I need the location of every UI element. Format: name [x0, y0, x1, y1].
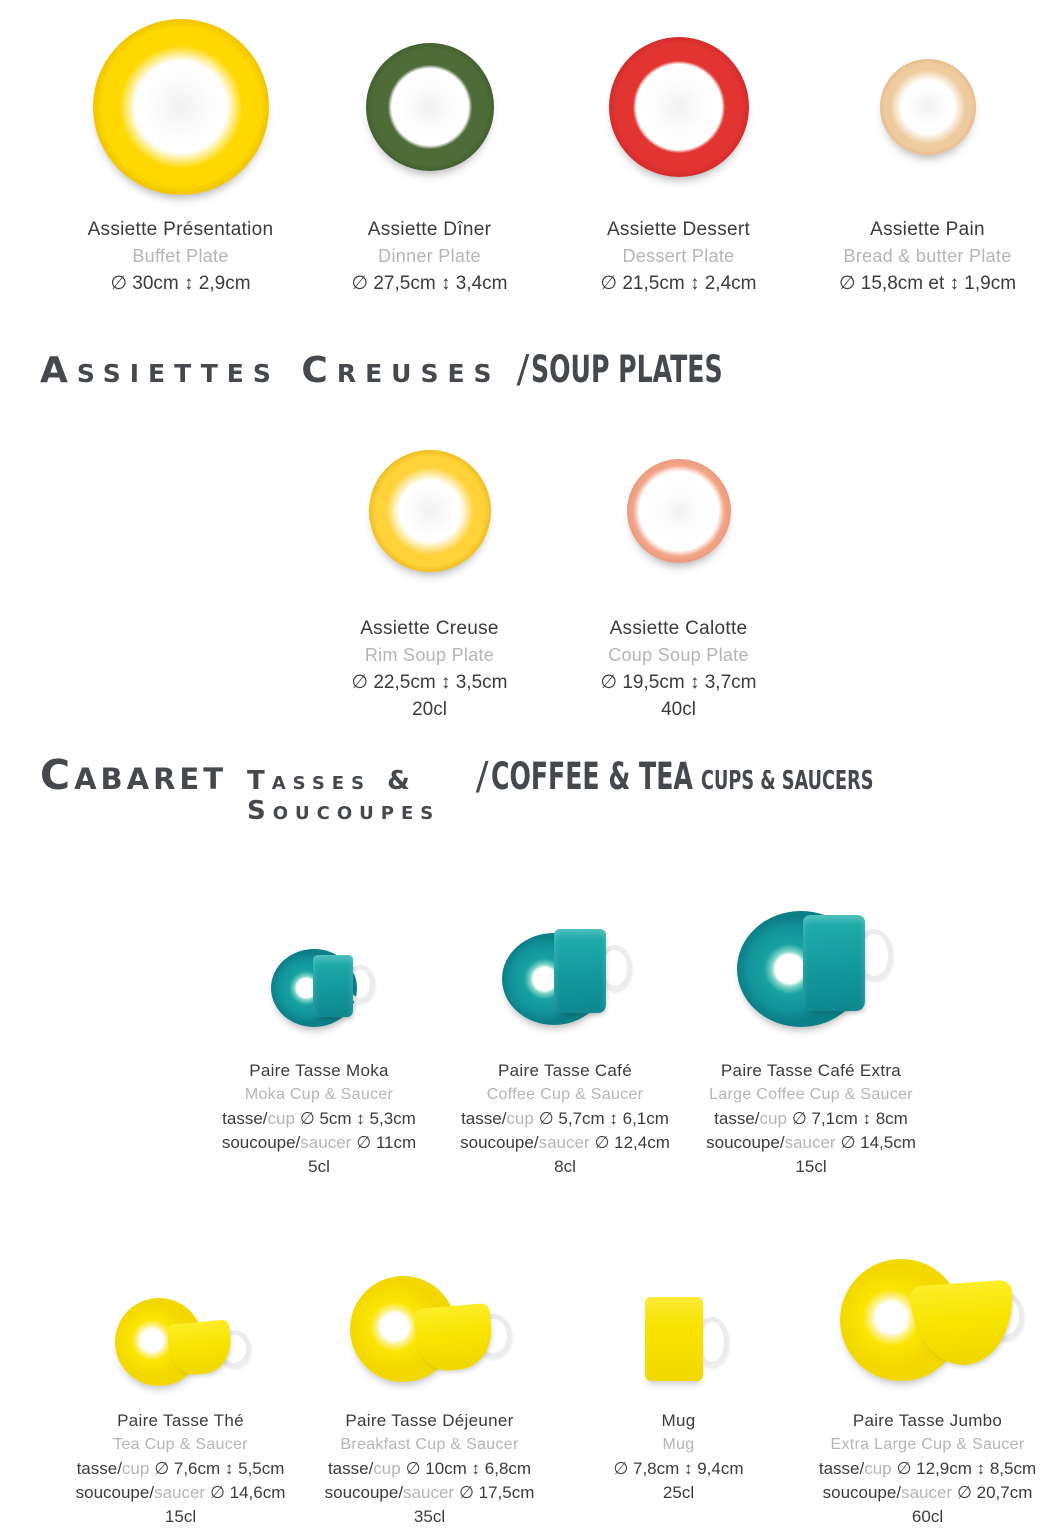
cup-shape [554, 929, 606, 1013]
product-name-fr: Assiette Pain [870, 219, 985, 240]
product-cup-dimensions: tasse/cup ∅ 12,9cm ↕ 8,5cm [818, 1459, 1037, 1478]
product-saucer-dimensions: soucoupe/saucer ∅ 14,5cm [706, 1133, 916, 1152]
plates-image-row [0, 12, 1053, 202]
product-cup-dimensions: tasse/cup ∅ 5cm ↕ 5,3cm [222, 1109, 416, 1128]
coup-soup-plate-image [627, 459, 731, 563]
large-coffee-cup-saucer-image [735, 903, 887, 1029]
rim-soup-plate-image [369, 450, 491, 572]
buffet-plate-image [93, 19, 269, 195]
product-name-en: Extra Large Cup & Saucer [830, 1436, 1025, 1453]
product-name-fr: Paire Tasse Jumbo [852, 1411, 1003, 1430]
dinner-plate-image [366, 43, 494, 171]
tea-cups-label-row [0, 1409, 1053, 1529]
cup-shape [803, 915, 865, 1011]
dessert-plate-image [609, 37, 749, 177]
product-card-dinner-plate [305, 216, 554, 297]
product-name-en: Moka Cup & Saucer [244, 1086, 394, 1103]
product-name-en: Breakfast Cup & Saucer [340, 1436, 519, 1453]
section-heading-soup-plates [40, 347, 1053, 391]
product-capacity: 40cl [661, 699, 696, 720]
heading-french: Tasses & Soucoupes [247, 766, 441, 826]
product-dimensions: ∅ 30cm ↕ 2,9cm [110, 273, 251, 294]
product-saucer-dimensions: soucoupe/saucer ∅ 14,6cm [75, 1483, 286, 1502]
product-saucer-dimensions: soucoupe/saucer ∅ 12,4cm [460, 1133, 670, 1152]
product-name-fr: Assiette Dîner [367, 219, 492, 240]
product-name-en: Dessert Plate [622, 246, 735, 266]
product-capacity: 25cl [662, 1483, 695, 1502]
product-name-en: Mug [662, 1436, 695, 1453]
product-name-en: Coup Soup Plate [608, 645, 749, 665]
product-dimensions: ∅ 15,8cm et ↕ 1,9cm [838, 273, 1017, 294]
mug-image [631, 1285, 726, 1395]
product-name-en: Rim Soup Plate [364, 645, 495, 665]
section-heading-cabaret-cups [40, 751, 1053, 826]
product-capacity: 60cl [911, 1507, 944, 1526]
product-saucer-dimensions: soucoupe/saucer ∅ 11cm [221, 1133, 417, 1152]
product-cup-dimensions: tasse/cup ∅ 5,7cm ↕ 6,1cm [461, 1109, 669, 1128]
heading-french: Assiettes Creuses [40, 350, 501, 391]
product-dimensions: ∅ 19,5cm ↕ 3,7cm [600, 672, 757, 693]
product-card-the [56, 1409, 305, 1529]
product-name-en: Buffet Plate [132, 246, 229, 266]
product-card-bread-butter-plate [803, 216, 1052, 297]
product-name-fr: Mug [661, 1411, 696, 1430]
product-capacity: 5cl [308, 1157, 330, 1176]
mug-body-shape [645, 1297, 703, 1381]
product-capacity: 15cl [164, 1507, 197, 1526]
product-cup-dimensions: tasse/cup ∅ 7,1cm ↕ 8cm [714, 1109, 908, 1128]
product-dimensions: ∅ 21,5cm ↕ 2,4cm [600, 273, 757, 294]
product-card-cafe-extra [688, 1059, 934, 1179]
heading-english-main: COFFEE & TEA [490, 755, 693, 798]
product-card-coup-soup-plate [554, 615, 803, 723]
coffee-cups-image-row [0, 884, 1053, 1029]
product-name-fr: Paire Tasse Déjeuner [345, 1411, 514, 1430]
product-saucer-dimensions: soucoupe/saucer ∅ 20,7cm [822, 1483, 1033, 1502]
product-name-fr: Assiette Présentation [87, 219, 274, 240]
heading-separator: / [516, 347, 530, 391]
product-cup-dimensions: tasse/cup ∅ 10cm ↕ 6,8cm [327, 1459, 532, 1478]
product-name-en: Coffee Cup & Saucer [486, 1086, 644, 1103]
product-saucer-dimensions: soucoupe/saucer ∅ 17,5cm [324, 1483, 535, 1502]
bread-butter-plate-image [880, 59, 976, 155]
product-capacity: 20cl [412, 699, 447, 720]
product-card-jumbo [803, 1409, 1052, 1529]
product-cup-dimensions: tasse/cup ∅ 7,6cm ↕ 5,5cm [76, 1459, 285, 1478]
jumbo-cup-saucer-image [828, 1255, 1028, 1395]
product-name-en: Tea Cup & Saucer [113, 1436, 248, 1453]
product-card-buffet-plate [56, 216, 305, 297]
coffee-cups-label-row [0, 1059, 1053, 1179]
product-card-rim-soup-plate [305, 615, 554, 723]
product-dimensions: ∅ 7,8cm ↕ 9,4cm [613, 1459, 744, 1478]
tea-cups-image-row [0, 1225, 1053, 1395]
product-name-fr: Paire Tasse Café [498, 1061, 632, 1080]
product-card-mug [554, 1409, 803, 1529]
product-dimensions: ∅ 22,5cm ↕ 3,5cm [351, 672, 508, 693]
cup-shape [313, 955, 353, 1017]
product-name-fr: Assiette Dessert [606, 219, 751, 240]
tea-cup-saucer-image [113, 1290, 248, 1395]
heading-english-sub: CUPS & SAUCERS [700, 766, 874, 796]
product-card-cafe [442, 1059, 688, 1179]
coffee-cup-saucer-image [502, 919, 628, 1029]
plates-label-row [0, 216, 1053, 297]
product-card-dessert-plate [554, 216, 803, 297]
heading-english: SOUP PLATES [531, 348, 723, 391]
product-capacity: 15cl [795, 1157, 827, 1176]
product-name-fr: Paire Tasse Moka [249, 1061, 389, 1080]
product-name-fr: Paire Tasse Thé [117, 1411, 244, 1430]
heading-separator: / [475, 754, 489, 798]
product-name-fr: Assiette Creuse [360, 618, 499, 639]
product-name-en: Bread & butter Plate [843, 246, 1012, 266]
breakfast-cup-saucer-image [350, 1270, 510, 1395]
product-capacity: 8cl [554, 1157, 576, 1176]
product-dimensions: ∅ 27,5cm ↕ 3,4cm [351, 273, 508, 294]
product-name-en: Large Coffee Cup & Saucer [709, 1086, 913, 1103]
product-name-fr: Paire Tasse Café Extra [720, 1061, 902, 1080]
soup-plates-label-row [0, 615, 1053, 723]
product-capacity: 35cl [413, 1507, 446, 1526]
product-card-moka [196, 1059, 442, 1179]
heading-collection-name: Cabaret [40, 751, 228, 799]
product-card-dejeuner [305, 1409, 554, 1529]
soup-plates-image-row [0, 431, 1053, 591]
moka-cup-saucer-image [269, 939, 369, 1029]
product-name-fr: Assiette Calotte [609, 618, 748, 639]
product-name-en: Dinner Plate [378, 246, 481, 266]
